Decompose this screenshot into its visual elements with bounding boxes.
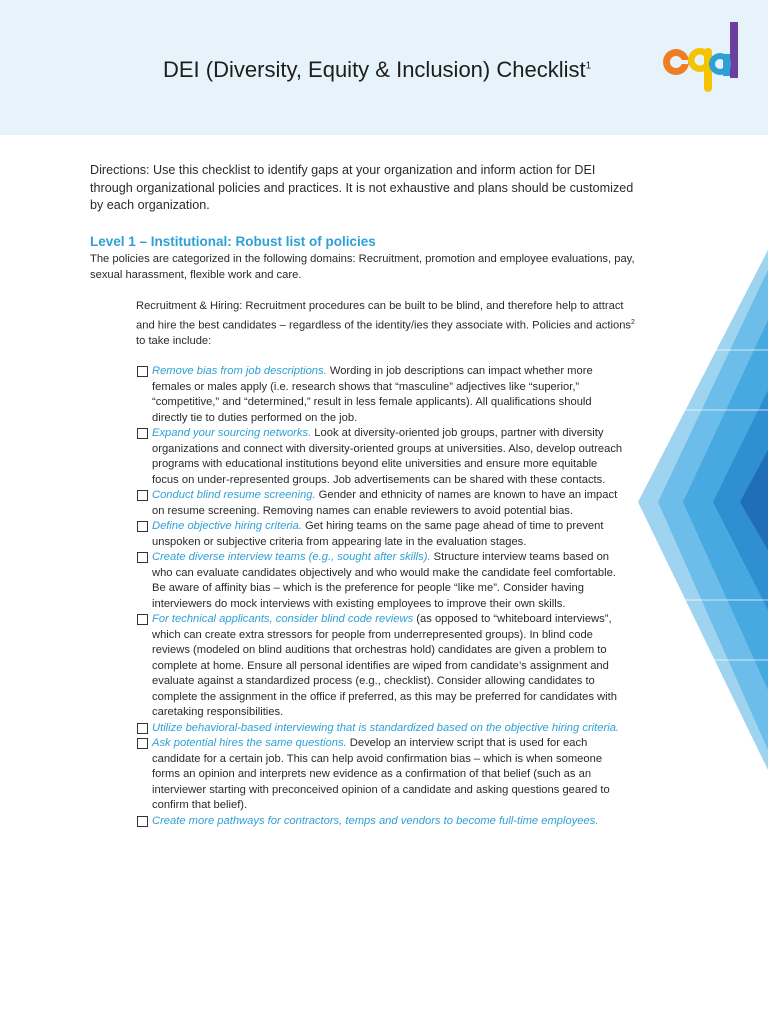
item-text: Gender and ethnicity of names are known to have an impact on resume screening. Removing names can enable reviewers to avoid potential bias. <box>152 489 618 517</box>
item-heading: For technical applicants, consider blind code reviews <box>152 613 414 625</box>
item-heading: Conduct blind resume screening. <box>152 489 316 501</box>
item-text: Get hiring teams on the same page ahead of time to prevent unspoken or subjective criteria from appearing late in the evaluation stages. <box>152 520 604 548</box>
item-heading: Utilize behavioral-based interviewing that is standardized based on the objective hiring criteria. <box>152 721 620 734</box>
item-heading: Define objective hiring criteria. <box>152 520 302 532</box>
checklist-item <box>136 550 626 612</box>
item-text: Develop an interview script that is used for each candidate for a certain job. This can help avoid confirmation bias – which is when someone forms an opinion and interprets new evidence as a confirmation of that belief (such as an interviewer starting with preconceived opinion of a candidate and asking questions geared to confirm that belief). <box>152 737 610 811</box>
item-text: Wording in job descriptions can impact whether more females or males apply (i.e. research shows that “masculine” adjectives like “superior,” “competitive,” and “determined,” result in less female applicants). All qualifications should directly tie to duties performed on the job. <box>152 365 593 424</box>
checkbox[interactable] <box>137 366 148 377</box>
item-heading: Ask potential hires the same questions. <box>152 737 347 749</box>
checkbox[interactable] <box>137 738 148 749</box>
checklist-item <box>136 612 626 721</box>
checkbox[interactable] <box>137 521 148 532</box>
recruitment-intro <box>136 299 636 349</box>
checkbox[interactable] <box>137 552 148 563</box>
directions-text: Directions: Use this checklist to identify gaps at your organization and inform action for DEI through organizational policies and practices. It is not exhaustive and plans should be customized by each organization. <box>90 163 634 212</box>
recruitment-intro-end: to take include: <box>136 334 212 347</box>
recruitment-footnote-marker: 2 <box>631 318 635 326</box>
checkbox[interactable] <box>137 816 148 827</box>
item-heading: Create more pathways for contractors, temps and vendors to become full-time employees. <box>152 814 599 827</box>
checklist-item <box>136 364 626 426</box>
item-heading: Remove bias from job descriptions. <box>152 365 327 377</box>
checklist-item <box>136 488 626 519</box>
title-text: DEI (Diversity, Equity & Inclusion) Checklist <box>163 57 586 82</box>
egal-logo <box>660 20 742 98</box>
header-band <box>0 0 768 135</box>
item-heading: Expand your sourcing networks. <box>152 427 312 439</box>
item-text: Look at diversity-oriented job groups, partner with diversity organizations and connect with diversity-oriented groups at universities. Also, develop outreach programs with educational institutions beyond elite universities and ensure more equitable focus on under-represented groups. Job advertisements can be shared with these contacts. <box>152 427 623 486</box>
recruitment-intro-text: Recruitment & Hiring: Recruitment procedures can be built to be blind, and therefore help to attract and hire the best candidates – regardless of the identity/ies they associate with. Policies and actions <box>136 300 632 332</box>
checkbox[interactable] <box>137 490 148 501</box>
page-title <box>163 57 591 83</box>
checkbox[interactable] <box>137 723 148 734</box>
recruitment-checklist <box>136 364 626 829</box>
checklist-item <box>136 721 626 737</box>
checkbox[interactable] <box>137 428 148 439</box>
level-1-heading: Level 1 – Institutional: Robust list of policies <box>90 234 376 249</box>
checklist-item <box>136 426 626 488</box>
checkbox[interactable] <box>137 614 148 625</box>
level-1-description: The policies are categorized in the following domains: Recruitment, promotion and employee evaluations, pay, sexual harassment, flexible work and care. <box>90 253 635 281</box>
item-heading: Create diverse interview teams (e.g., sought after skills). <box>152 551 431 563</box>
item-text: Structure interview teams based on who can evaluate candidates objectively and who would make the candidate feel comfortable. Be aware of affinity bias – which is the preference for people “like me”. Consider having interviewers do mock interviews with existing employees to improve their own skills. <box>152 551 616 610</box>
checklist-item <box>136 814 626 830</box>
checklist-item <box>136 519 626 550</box>
item-text: (as opposed to “whiteboard interviews”, which can create extra stressors for people from underrepresented groups). In blind code reviews (modeled on blind auditions that orchestras hold) candidates are given a problem to complete at home. Ensure all personal identifies are wiped from candidate’s assignment and evaluate against a standardized process (e.g., checklist). Consider allowing candidates to complete the assignment in the office if preferred, as this may be preferred for candidates with caretaking responsibilities. <box>152 613 617 718</box>
title-footnote-marker: 1 <box>585 60 592 72</box>
decorative-chevron-graphic <box>638 250 768 770</box>
checklist-item <box>136 736 626 814</box>
